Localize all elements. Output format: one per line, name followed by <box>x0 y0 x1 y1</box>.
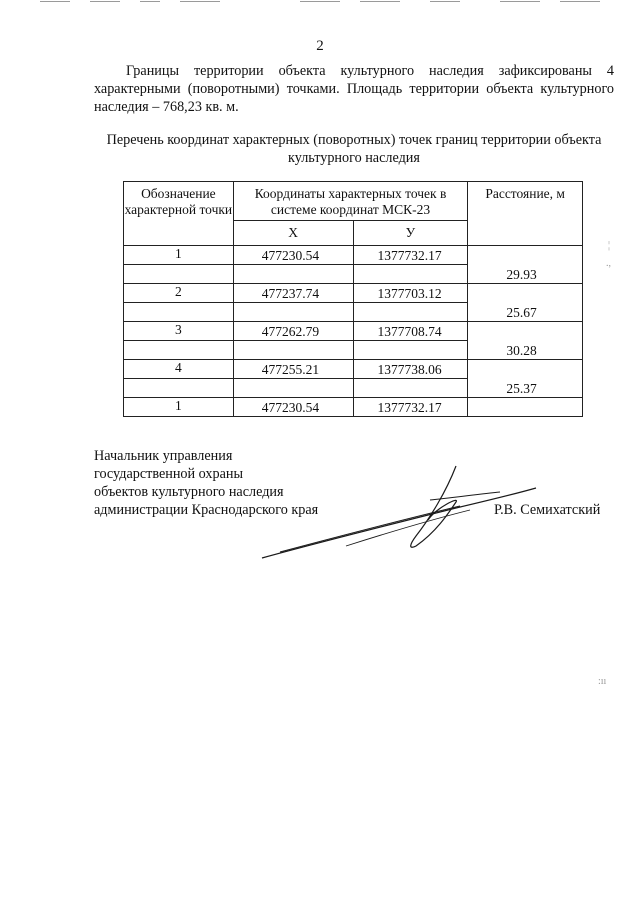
empty-cell <box>468 398 583 417</box>
header-distance: Расстояние, м <box>468 182 583 246</box>
table-row <box>124 246 583 265</box>
empty-cell <box>353 341 468 360</box>
distance: 29.93 <box>468 246 583 284</box>
coordinates-table <box>123 181 583 417</box>
signer-title-line: государственной охраны <box>94 466 244 482</box>
table-row <box>124 284 583 303</box>
scan-margin-mark: ., <box>606 258 611 269</box>
distance: 25.37 <box>468 360 583 398</box>
coord-x: 477237.74 <box>233 284 353 303</box>
header-x: Х <box>233 221 353 246</box>
point-id: 1 <box>124 246 234 265</box>
header-y: У <box>353 221 468 246</box>
coord-x: 477262.79 <box>233 322 353 341</box>
header-point: Обозначение характерной точки <box>124 182 234 246</box>
table-row <box>124 360 583 379</box>
scan-edge-line <box>0 0 640 4</box>
empty-cell <box>124 379 234 398</box>
table-title: Перечень координат характерных (поворотных) точек границ территории объекта культурного наследия <box>106 132 602 166</box>
coord-y: 1377732.17 <box>353 246 468 265</box>
empty-cell <box>124 303 234 322</box>
page-number: 2 <box>316 38 324 54</box>
signer-title-line: объектов культурного наследия <box>94 484 284 500</box>
point-id: 2 <box>124 284 234 303</box>
point-id: 1 <box>124 398 234 417</box>
scan-margin-mark: :ıı <box>598 676 607 687</box>
empty-cell <box>353 265 468 284</box>
point-id: 3 <box>124 322 234 341</box>
signer-title-line: администрации Краснодарского края <box>94 502 319 518</box>
empty-cell <box>233 379 353 398</box>
empty-cell <box>353 303 468 322</box>
empty-cell <box>233 303 353 322</box>
coord-x: 477230.54 <box>233 246 353 265</box>
coord-x: 477230.54 <box>233 398 353 417</box>
table-header-row <box>124 182 583 221</box>
header-coords: Координаты характерных точек в системе координат МСК-23 <box>233 182 468 221</box>
empty-cell <box>233 265 353 284</box>
empty-cell <box>124 341 234 360</box>
coord-y: 1377732.17 <box>353 398 468 417</box>
empty-cell <box>124 265 234 284</box>
coord-x: 477255.21 <box>233 360 353 379</box>
signer-name: Р.В. Семихатский <box>494 502 601 518</box>
boundary-paragraph: Границы территории объекта культурного наследия зафиксированы 4 характерными (поворотными) точками. Площадь территории объекта культурного наследия – 768,23 кв. м. <box>94 63 614 115</box>
point-id: 4 <box>124 360 234 379</box>
empty-cell <box>353 379 468 398</box>
distance: 25.67 <box>468 284 583 322</box>
coord-y: 1377738.06 <box>353 360 468 379</box>
signer-title-line: Начальник управления <box>94 448 233 464</box>
coord-y: 1377708.74 <box>353 322 468 341</box>
scan-margin-mark: ¦ <box>608 240 611 251</box>
distance: 30.28 <box>468 322 583 360</box>
table-row <box>124 398 583 417</box>
coord-y: 1377703.12 <box>353 284 468 303</box>
table-row <box>124 322 583 341</box>
empty-cell <box>233 341 353 360</box>
